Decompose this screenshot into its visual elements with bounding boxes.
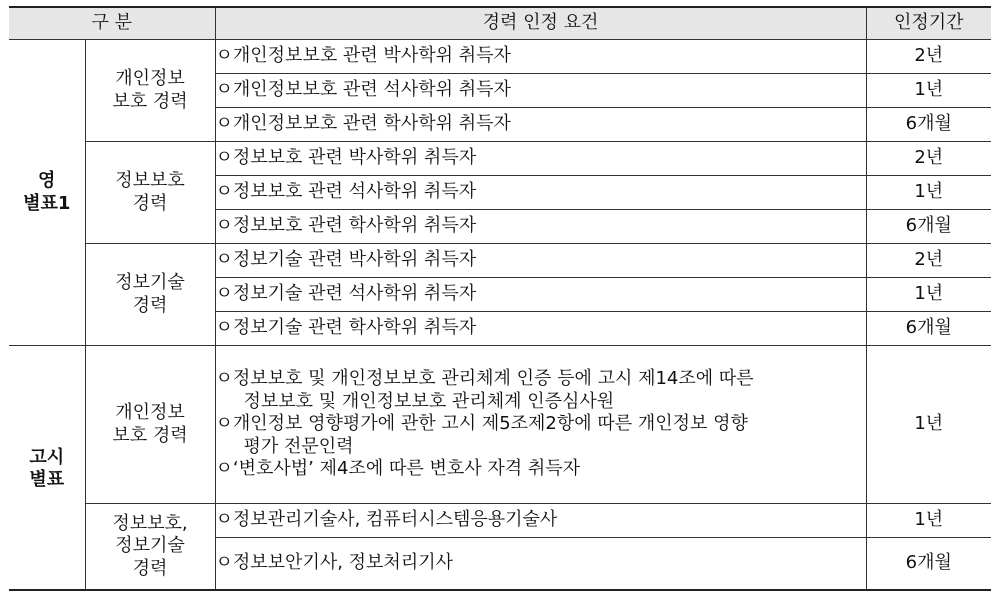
- header-category: 구 분: [9, 7, 215, 40]
- requirement-cell: ㅇ정보보호 관련 박사학위 취득자: [215, 142, 866, 176]
- table-row: [9, 244, 991, 278]
- header-period: 인정기간: [866, 7, 991, 40]
- period-cell: 6개월: [866, 538, 991, 590]
- subcategory-cell: 개인정보 보호 경력: [85, 40, 215, 142]
- requirement-cell: ㅇ개인정보보호 관련 박사학위 취득자: [215, 40, 866, 74]
- requirement-item-continued: 정보보호 및 개인정보보호 관리체계 인증심사원: [243, 390, 615, 412]
- requirement-cell: ㅇ정보보안기사, 정보처리기사: [215, 538, 866, 590]
- requirement-item: ㅇ‘변호사법’ 제4조에 따른 변호사 자격 취득자: [215, 458, 580, 480]
- subcategory-cell: 정보기술 경력: [85, 244, 215, 346]
- subcategory-cell: 정보보호 경력: [85, 142, 215, 244]
- table-row: [9, 40, 991, 74]
- table-row: [9, 142, 991, 176]
- subcategory-cell: 정보보호, 정보기술 경력: [85, 504, 215, 590]
- requirement-cell: ㅇ정보기술 관련 박사학위 취득자: [215, 244, 866, 278]
- period-cell: 1년: [866, 504, 991, 538]
- period-cell: 2년: [866, 244, 991, 278]
- career-recognition-table: [9, 6, 991, 591]
- period-cell: 6개월: [866, 210, 991, 244]
- period-cell: 1년: [866, 176, 991, 210]
- table-row: [9, 504, 991, 538]
- period-cell: 1년: [866, 74, 991, 108]
- requirement-list-cell: [215, 346, 866, 504]
- period-cell: 1년: [866, 278, 991, 312]
- subcategory-cell: 개인정보 보호 경력: [85, 346, 215, 504]
- requirement-cell: ㅇ정보관리기술사, 컴퓨터시스템응용기술사: [215, 504, 866, 538]
- category-cell: 고시 별표: [9, 346, 85, 590]
- requirement-item-continued: 평가 전문인력: [243, 435, 354, 457]
- requirement-cell: ㅇ정보보호 관련 석사학위 취득자: [215, 176, 866, 210]
- period-cell: 6개월: [866, 108, 991, 142]
- period-cell: 2년: [866, 142, 991, 176]
- requirement-cell: ㅇ정보기술 관련 학사학위 취득자: [215, 312, 866, 346]
- period-cell: 2년: [866, 40, 991, 74]
- period-cell: 1년: [866, 346, 991, 504]
- requirement-cell: ㅇ정보보호 관련 학사학위 취득자: [215, 210, 866, 244]
- requirement-cell: ㅇ정보기술 관련 석사학위 취득자: [215, 278, 866, 312]
- table-row: [9, 346, 991, 504]
- requirement-item: ㅇ개인정보 영향평가에 관한 고시 제5조제2항에 따른 개인정보 영향: [215, 413, 748, 435]
- category-cell: 영 별표1: [9, 40, 85, 346]
- table-header-row: [9, 7, 991, 40]
- requirement-item: ㅇ정보보호 및 개인정보보호 관리체계 인증 등에 고시 제14조에 따른: [215, 368, 754, 390]
- period-cell: 6개월: [866, 312, 991, 346]
- requirement-cell: ㅇ개인정보보호 관련 학사학위 취득자: [215, 108, 866, 142]
- requirement-cell: ㅇ개인정보보호 관련 석사학위 취득자: [215, 74, 866, 108]
- header-requirement: 경력 인정 요건: [215, 7, 866, 40]
